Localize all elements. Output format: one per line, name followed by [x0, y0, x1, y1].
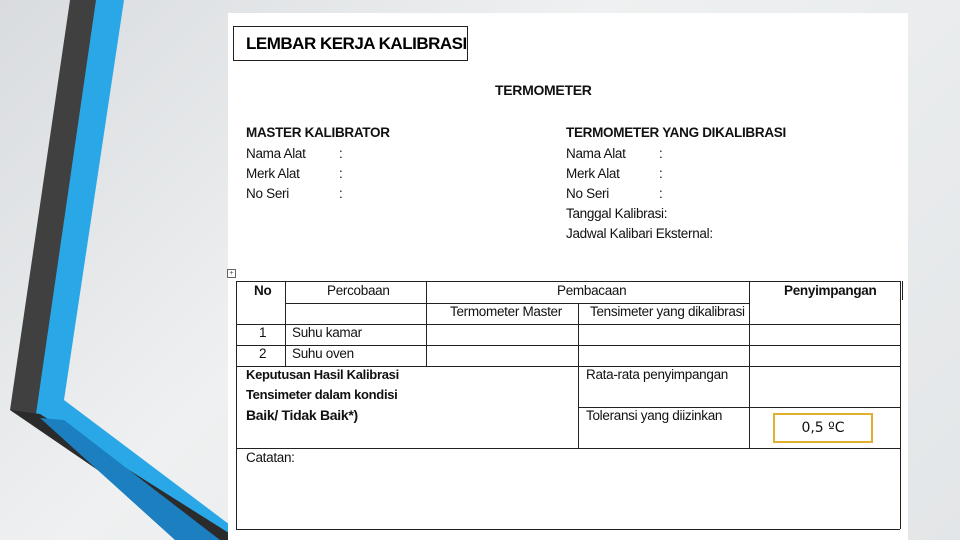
baik-tidak-baik-label: Baik/ Tidak Baik*)	[246, 407, 358, 423]
target-field-label: No Seri	[566, 186, 609, 201]
col-penyimpangan: Penyimpangan	[784, 283, 877, 298]
col-percobaan: Percobaan	[327, 283, 390, 298]
target-heading: TERMOMETER YANG DIKALIBRASI	[566, 125, 786, 140]
target-field-sep: :	[659, 186, 663, 201]
target-field-label: Tanggal Kalibrasi:	[566, 206, 668, 221]
kondisi-label: Tensimeter dalam kondisi	[246, 387, 398, 402]
col-no: No	[254, 283, 272, 298]
master-field-label: Nama Alat	[246, 146, 306, 161]
target-field-label: Nama Alat	[566, 146, 626, 161]
target-field-sep: :	[659, 146, 663, 161]
master-field-label: No Seri	[246, 186, 289, 201]
toleransi-label: Toleransi yang diizinkan	[586, 408, 723, 423]
keputusan-label: Keputusan Hasil Kalibrasi	[246, 367, 399, 382]
col-tensimeter: Tensimeter yang dikalibrasi	[590, 304, 745, 319]
master-field-sep: :	[339, 146, 343, 161]
table-move-handle-icon[interactable]: +	[227, 269, 236, 278]
worksheet-page	[228, 13, 908, 540]
table-row-no: 2	[259, 346, 267, 361]
master-field-label: Merk Alat	[246, 166, 300, 181]
master-field-sep: :	[339, 166, 343, 181]
col-pembacaan: Pembacaan	[557, 283, 627, 298]
table-row-percobaan: Suhu oven	[292, 346, 354, 361]
title-box	[233, 26, 468, 61]
page-title: LEMBAR KERJA KALIBRASI	[246, 34, 467, 53]
rata-rata-label: Rata-rata penyimpangan	[586, 367, 728, 382]
col-termometer-master: Termometer Master	[450, 304, 562, 319]
target-field-sep: :	[659, 166, 663, 181]
toleransi-value: 0,5 ºC	[773, 413, 873, 443]
master-field-sep: :	[339, 186, 343, 201]
table-row-percobaan: Suhu kamar	[292, 325, 362, 340]
table-row-no: 1	[259, 325, 267, 340]
decorative-stripes	[0, 0, 240, 540]
subtitle: TERMOMETER	[495, 82, 592, 98]
master-heading: MASTER KALIBRATOR	[246, 125, 390, 140]
catatan-label: Catatan:	[246, 450, 295, 465]
target-field-label: Merk Alat	[566, 166, 620, 181]
target-field-label: Jadwal Kalibari Eksternal:	[566, 226, 713, 241]
